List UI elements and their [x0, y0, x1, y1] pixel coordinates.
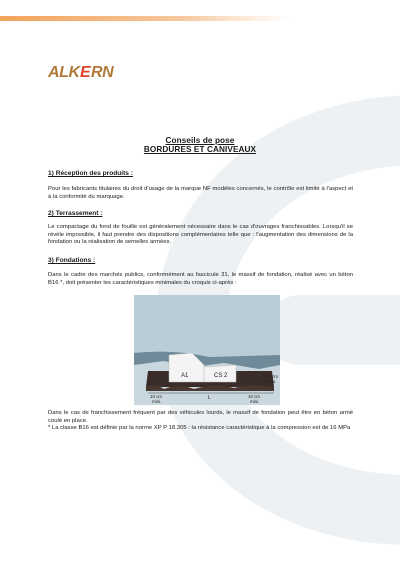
top-accent-line — [0, 16, 290, 21]
diagram-label-cs2: CS 2 — [214, 373, 228, 379]
diagram-label-a1: A1 — [181, 373, 189, 379]
diagram-dim-right: 10 cm — [266, 374, 278, 379]
page-subtitle: BORDURES ET CANIVEAUX — [143, 145, 257, 154]
section-heading-fondations: 3) Fondations : — [48, 257, 96, 264]
page-title: Conseils de pose — [165, 136, 235, 145]
section-heading-terrassement: 2) Terrassement : — [48, 210, 103, 217]
footer-text-vehicles: Dans le cas de franchissement fréquent par des véhicules lourds, le massif de fondation peut être en béton armé coulé en place. — [48, 410, 353, 424]
foundation-diagram — [134, 295, 280, 405]
footer-text-b16-note: * La classe B16 est définie par la norme XP P 18.305 : la résistance caractéristique à la compression est de 16 MPa — [48, 425, 351, 431]
diagram-dim-right2-sub: mini. — [250, 399, 260, 404]
diagram-dim-left-sub: mini. — [152, 399, 162, 404]
section-text-terrassement: Le compactage du fond de fouille est généralement nécessaire dans le cas d'ouvrages franchissables. Lorsqu'il se révèle impossible, il faut prendre des dispositions complémentaires telle que : l'augmentation des dimensions de la fondation ou la réalisation de semelles armées. — [48, 224, 353, 246]
svg-text:ALK: ALK — [48, 64, 80, 80]
svg-text:E: E — [80, 64, 91, 80]
alkern-logo — [48, 62, 122, 80]
diagram-dim-right-sub: mini. — [267, 379, 277, 384]
section-text-reception: Pour les fabricants titulaires du droit d'usage de la marque NF modèles concernés, le contrôle est limité à l'aspect et à la conformité du marquage. — [48, 186, 353, 200]
section-text-fondations: Dans le cadre des marchés publics, conformément au fascicule 31, le massif de fondation, réalisé avec un béton B16 *, doit présenter les caractéristiques minimales du croquis ci-après : — [48, 272, 353, 286]
diagram-dim-right2: 10 cm — [248, 394, 260, 399]
diagram-dim-left: 10 cm — [150, 394, 162, 399]
section-heading-reception: 1) Réception des produits : — [48, 170, 133, 177]
diagram-dim-center: L — [208, 395, 211, 401]
svg-text:RN: RN — [91, 64, 114, 80]
